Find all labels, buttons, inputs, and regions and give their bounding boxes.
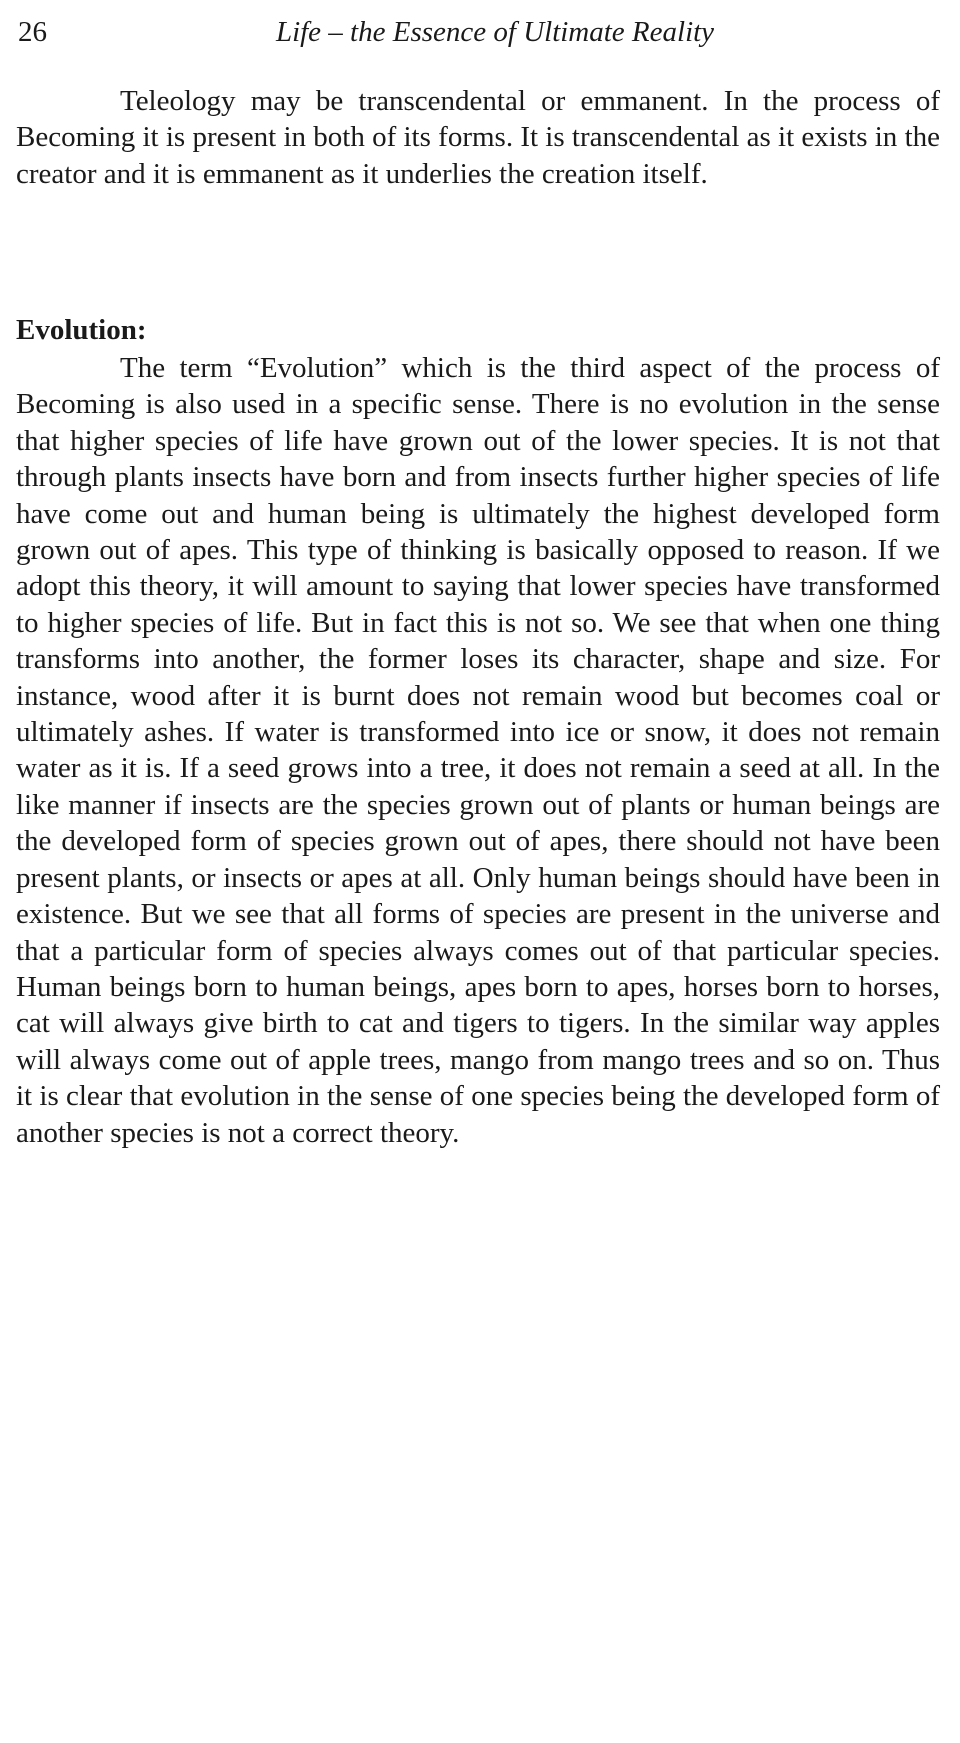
section-heading-evolution: Evolution: [16, 314, 147, 346]
paragraph-teleology: Teleology may be transcendental or emmanent. In the process of Becoming it is present in both of its forms. It is transcendental as it exists in the creator and it is emmanent as it underlies the creation itself. [16, 85, 940, 190]
paragraph-evolution: The term “Evolution” which is the third aspect of the process of Becoming is also used in a specific sense. There is no evolution in the sense that higher species of life have grown out of the lower species. It is not that through plants insects have born and from insects further higher species of life have come out and human being is ultimately the highest developed form grown out of apes. This type of thinking is basically opposed to reason. If we adopt this theory, it will amount to saying that lower species have transformed to higher species of life. But in fact this is not so. We see that when one thing transforms into another, the former loses its character, shape and size. For instance, wood after it is burnt does not remain wood but becomes coal or ultimately ashes. If water is transformed into ice or snow, it does not remain water as it is. If a seed grows into a tree, it does not remain a seed at all. In the like manner if insects are the species grown out of plants or human beings are the developed form of species grown out of apes, there should not have been present plants, or insects or apes at all. Only human beings should have been in existence. But we see that all forms of species are present in the universe and that a particular form of species always comes out of that particular species. Human beings born to human beings, apes born to apes, horses born to horses, cat will always give birth to cat and tigers to tigers. In the similar way apples will always come out of apple trees, mango from mango trees and so on. Thus it is clear that evolution in the sense of one species being the developed form of another species is not a correct theory. [16, 352, 940, 1149]
page-header [18, 14, 942, 54]
running-title: Life – the Essence of Ultimate Reality [275, 16, 715, 48]
page-number: 26 [18, 16, 47, 48]
